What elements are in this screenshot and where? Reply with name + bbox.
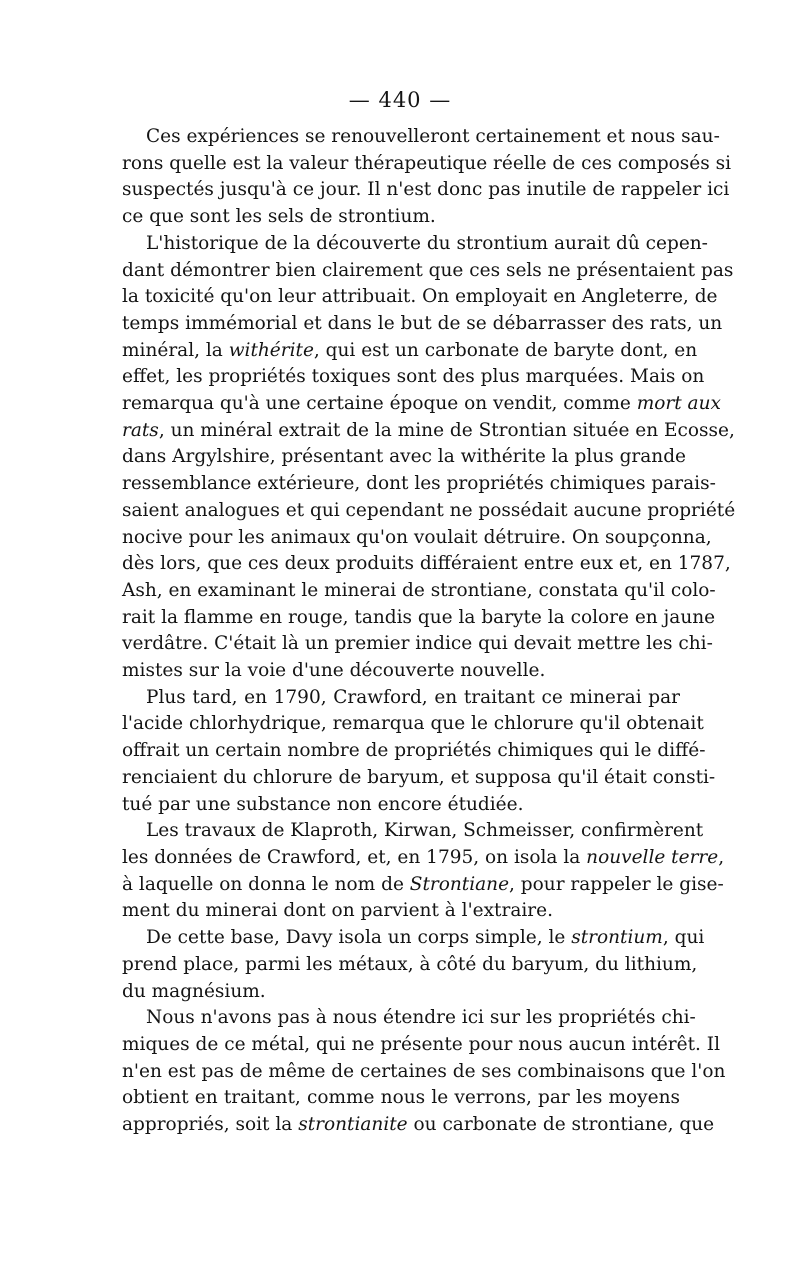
text-line: Ash, en examinant le minerai de strontiane, constata qu'il colo- [122, 579, 716, 601]
text-line: n'en est pas de même de certaines de ses combinaisons que l'on [122, 1060, 726, 1082]
text-line: L'historique de la découverte du strontium aurait dû cepen- [146, 232, 708, 254]
text-run: , qui est un carbonate de baryte dont, en [313, 339, 698, 361]
text-line: prend place, parmi les métaux, à côté du baryum, du lithium, [122, 953, 698, 975]
italic-term: strontium [571, 927, 663, 949]
text-line: ce que sont les sels de strontium. [122, 206, 436, 228]
text-line [122, 845, 725, 872]
text-run: ou carbonate de strontiane, que [407, 1114, 715, 1136]
text-run: minéral, la [122, 339, 229, 361]
text-line: Les travaux de Klaproth, Kirwan, Schmeisser, confirmèrent [146, 820, 704, 842]
text-run: les données de Crawford, et, en 1795, on isola la [122, 846, 587, 868]
text-line: du magnésium. [122, 980, 266, 1002]
text-line: temps immémorial et dans le but de se débarrasser des rats, un [122, 312, 723, 334]
text-run: , un minéral extrait de la mine de Strontian située en Ecosse, [158, 419, 735, 441]
text-run: à laquelle on donna le nom de [122, 873, 410, 895]
text-line: mistes sur la voie d'une découverte nouvelle. [122, 660, 546, 682]
text-line [122, 338, 698, 365]
italic-term: withérite [228, 339, 314, 361]
paragraph [122, 685, 716, 819]
text-line [122, 925, 705, 952]
text-line: suspectés jusqu'à ce jour. Il n'est donc pas inutile de rappeler ici [122, 179, 730, 201]
text-line [122, 391, 721, 418]
text-line: rait la flamme en rouge, tandis que la baryte la colore en jaune [122, 606, 716, 628]
text-run: appropriés, soit la [122, 1114, 299, 1136]
italic-term: strontianite [298, 1114, 408, 1136]
body-text [122, 124, 736, 1139]
page-number: — 440 — [348, 88, 452, 112]
text-line: saient analogues et qui cependant ne possédait aucune propriété [122, 499, 736, 521]
text-line [122, 872, 724, 899]
text-line: effet, les propriétés toxiques sont des plus marquées. Mais on [122, 366, 705, 388]
text-line: la toxicité qu'on leur attribuait. On employait en Angleterre, de [122, 286, 718, 308]
text-line: Ces expériences se renouvelleront certainement et nous sau- [146, 126, 720, 147]
text-line [122, 418, 735, 445]
text-line: obtient en traitant, comme nous le verrons, par les moyens [122, 1087, 680, 1109]
paragraph [122, 124, 732, 231]
text-line: Nous n'avons pas à nous étendre ici sur les propriétés chi- [146, 1007, 696, 1029]
text-line: dant démontrer bien clairement que ces sels ne présentaient pas [122, 259, 734, 281]
text-run: remarqua qu'à une certaine époque on vendit, comme [122, 393, 637, 415]
text-line: ment du minerai dont on parvient à l'extraire. [122, 900, 553, 922]
italic-term: nouvelle terre [586, 846, 719, 868]
text-line: verdâtre. C'était là un premier indice qui devait mettre les chi- [122, 633, 713, 655]
text-line: dès lors, que ces deux produits différaient entre eux et, en 1787, [122, 553, 731, 575]
text-line: miques de ce métal, qui ne présente pour nous aucun intérêt. Il [122, 1033, 720, 1055]
text-line: Plus tard, en 1790, Crawford, en traitant ce minerai par [146, 686, 680, 708]
italic-term: rats [122, 419, 159, 441]
italic-term: Strontiane [409, 873, 510, 895]
text-line: renciaient du chlorure de baryum, et supposa qu'il était consti- [122, 766, 716, 788]
paragraph [122, 925, 705, 1005]
text-line: tué par une substance non encore étudiée. [122, 793, 524, 815]
text-run: , pour rappeler le gise- [509, 873, 724, 895]
paragraph [122, 231, 736, 685]
text-line: rons quelle est la valeur thérapeutique réelle de ces composés si [122, 152, 732, 174]
text-run: , [718, 846, 725, 868]
text-run: , qui [662, 927, 705, 949]
text-line: nocive pour les animaux qu'on voulait détruire. On soupçonna, [122, 526, 712, 548]
paragraph [122, 818, 725, 925]
paragraph [122, 1005, 726, 1139]
text-line: offrait un certain nombre de propriétés chimiques qui le diffé- [122, 740, 706, 762]
text-line: l'acide chlorhydrique, remarqua que le chlorure qu'il obtenait [122, 713, 704, 735]
text-line: ressemblance extérieure, dont les propriétés chimiques parais- [122, 473, 716, 495]
text-line [122, 1112, 715, 1139]
text-run: De cette base, Davy isola un corps simple, le [146, 927, 572, 949]
text-line: dans Argylshire, présentant avec la withérite la plus grande [122, 446, 687, 468]
italic-term: mort aux [636, 393, 721, 415]
